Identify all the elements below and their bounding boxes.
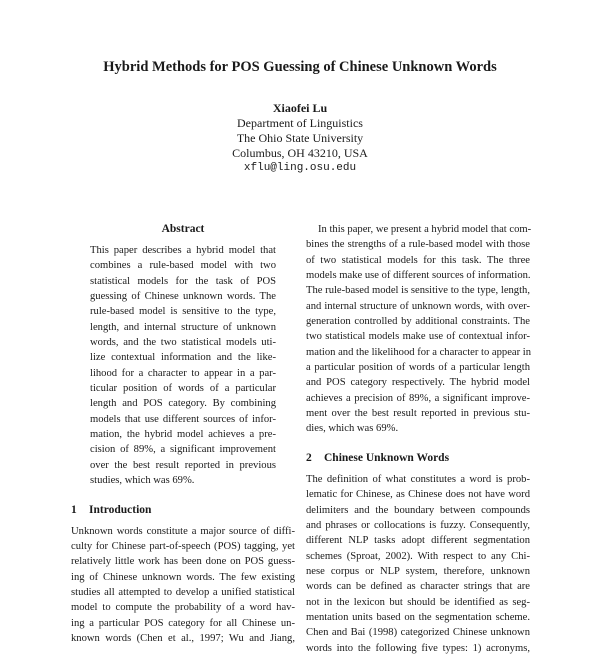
author-name: Xiaofei Lu xyxy=(272,101,328,115)
body-line: and POS category respectively. The hybrid model xyxy=(306,377,530,389)
abstract-line: statistical models for the task of POS xyxy=(90,275,276,287)
abstract-line: guessing of Chinese unknown words. The xyxy=(90,291,276,303)
body-line: a particular position of words of a particular length xyxy=(306,362,530,374)
body-line: achieves a precision of 89%, a significant improve- xyxy=(306,392,530,404)
body-line: Unknown words constitute a major source of diffi- xyxy=(71,525,295,537)
body-line: different NLP tasks adopt different segmentation xyxy=(306,535,530,547)
body-line: words into the following five types: 1) acronyms, xyxy=(306,642,530,654)
body-line: bines the strengths of a rule-based model with those xyxy=(306,239,530,251)
body-line: ing of Chinese unknown words. The few existing xyxy=(71,571,295,583)
body-line: lematic for Chinese, as Chinese does not have word xyxy=(306,489,530,501)
section-heading-chinese-unknown-words xyxy=(306,451,530,466)
body-line: culty for Chinese part-of-speech (POS) tagging, yet xyxy=(71,540,295,552)
right-column xyxy=(306,222,530,656)
body-line: generation controlled by additional constraints. The xyxy=(306,316,530,328)
abstract-line: words, and the two statistical models uti- xyxy=(90,337,276,349)
body-line: words can be defined as character strings that are xyxy=(306,581,530,593)
body-line: and phrases or collocations is fuzzy. Consequently, xyxy=(306,519,530,531)
section-title: Chinese Unknown Words xyxy=(324,451,450,464)
intro-continuation-paragraph xyxy=(306,222,530,437)
abstract-line: cision of 89%, a significant improvement xyxy=(90,444,276,456)
abstract-line: lihood for a character to appear in a par- xyxy=(90,367,276,379)
body-line: nese corpus or NLP system, therefore, unknown xyxy=(306,565,530,577)
section-number: 2 xyxy=(306,451,312,464)
body-line: relatively little work has been done on POS guess- xyxy=(71,556,295,568)
body-line: mentation units based on the segmentation scheme. xyxy=(306,611,530,623)
body-line: delimiters and the boundary between compounds xyxy=(306,504,530,516)
author-department: Department of Linguistics xyxy=(237,116,363,130)
introduction-paragraph xyxy=(71,524,295,647)
body-line: schemes (Sproat, 2002). With respect to any Chi- xyxy=(306,550,530,562)
abstract-line: studies, which was 69%. xyxy=(90,475,195,487)
abstract-line: ticular position of words of a particular xyxy=(90,383,276,395)
abstract-line: length, and internal structure of unknown xyxy=(90,321,276,333)
body-line: The definition of what constitutes a word is prob- xyxy=(306,473,530,485)
section-number: 1 xyxy=(71,503,77,516)
body-line: mation and the likelihood for a character to appear in xyxy=(306,346,532,358)
abstract-heading: Abstract xyxy=(161,223,205,235)
body-line: The rule-based model is sensitive to the type, length, xyxy=(306,285,530,297)
section-heading-introduction xyxy=(71,503,295,518)
body-line: known words (Chen et al., 1997; Wu and Jiang, xyxy=(71,632,295,644)
body-line: ment over the best result reported in previous stu- xyxy=(306,408,530,420)
body-line: In this paper, we present a hybrid model that com- xyxy=(318,224,532,235)
abstract-line: mation, the hybrid model achieves a pre- xyxy=(90,429,276,441)
abstract-line: This paper describes a hybrid model that xyxy=(90,245,276,256)
section2-paragraph xyxy=(306,472,530,656)
section-title: Introduction xyxy=(89,503,152,516)
abstract-line: rule-based model is sensitive to the type, xyxy=(90,306,276,318)
author-university: The Ohio State University xyxy=(236,131,364,145)
abstract-line: lize contextual information and the like- xyxy=(90,352,276,364)
body-line: and internal structure of unknown words, with over- xyxy=(306,300,530,312)
author-address: Columbus, OH 43210, USA xyxy=(232,146,368,160)
paper-title: Hybrid Methods for POS Guessing of Chinese Unknown Words xyxy=(103,59,497,75)
left-column xyxy=(71,222,295,646)
body-line: not in the lexicon but should be identified as seg- xyxy=(306,596,530,608)
abstract-line: over the best result reported in previous xyxy=(90,459,276,471)
body-line: studies all attempted to develop a unified statistical xyxy=(71,586,295,598)
abstract-line: combines a rule-based model with two xyxy=(90,260,276,272)
abstract-line: length and POS category. By combining xyxy=(90,398,276,410)
body-line: model to compute the probability of a word hav- xyxy=(71,602,295,614)
body-line: dies, which was 69%. xyxy=(306,423,399,435)
body-line: models make use of different sources of information. xyxy=(306,270,531,282)
body-line: two statistical models make use of contextual infor- xyxy=(306,331,530,343)
abstract-body xyxy=(90,243,276,489)
abstract-line: models that use different sources of infor- xyxy=(90,413,276,425)
body-line: Chen and Bai (1998) categorized Chinese unknown xyxy=(306,627,530,639)
body-line: of two statistical models for this task. The three xyxy=(306,254,530,266)
body-line: ing a particular POS category for all Chinese un- xyxy=(71,617,295,629)
author-block xyxy=(0,101,600,176)
author-email: xflu@ling.osu.edu xyxy=(243,162,357,174)
